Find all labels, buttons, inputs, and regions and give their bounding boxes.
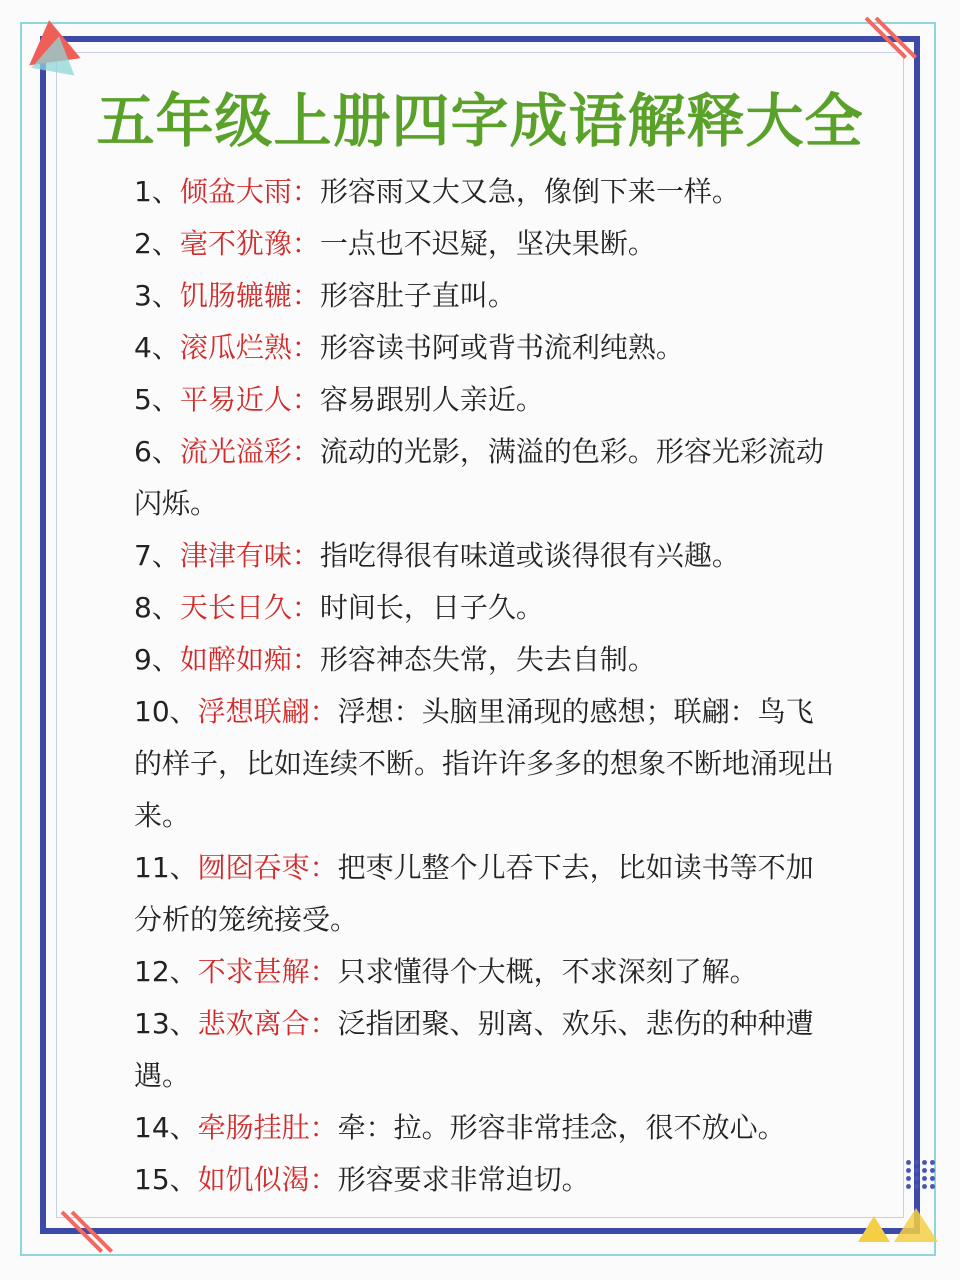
list-item <box>134 998 834 1102</box>
idiom-term: 如饥似渴 <box>197 1163 310 1196</box>
term-colon: ： <box>291 331 320 364</box>
item-number: 6、 <box>134 435 180 468</box>
item-number: 11、 <box>134 851 198 884</box>
idiom-term: 滚瓜烂熟 <box>179 331 292 364</box>
idiom-definition: 一点也不迟疑，坚决果断。 <box>319 227 656 260</box>
yellow-triangle-icon <box>858 1216 890 1242</box>
stripes-icon-top-right <box>862 14 910 62</box>
idiom-term: 浮想联翩 <box>197 695 310 728</box>
item-number: 7、 <box>134 539 180 572</box>
idiom-term: 流光溢彩 <box>179 435 292 468</box>
idiom-definition: 形容要求非常迫切。 <box>337 1163 590 1196</box>
idiom-term: 悲欢离合 <box>197 1007 310 1040</box>
item-number: 8、 <box>134 591 180 624</box>
term-colon: ： <box>291 591 320 624</box>
term-colon: ： <box>309 695 338 728</box>
item-number: 3、 <box>134 279 180 312</box>
stripes-icon-bottom-left <box>60 1208 108 1256</box>
term-colon: ： <box>291 175 320 208</box>
term-colon: ： <box>309 1007 338 1040</box>
item-number: 4、 <box>134 331 180 364</box>
yellow-triangle-icon-large <box>894 1208 938 1242</box>
item-number: 10、 <box>134 695 198 728</box>
list-item <box>134 1102 834 1154</box>
list-item <box>134 270 834 322</box>
list-item <box>134 842 834 946</box>
term-colon: ： <box>291 435 320 468</box>
dots-pattern-icon <box>906 1160 930 1192</box>
idiom-term: 倾盆大雨 <box>179 175 292 208</box>
item-number: 13、 <box>134 1007 198 1040</box>
idiom-term: 平易近人 <box>179 383 292 416</box>
item-number: 12、 <box>134 955 198 988</box>
item-number: 15、 <box>134 1163 198 1196</box>
list-item <box>134 634 834 686</box>
idiom-term: 饥肠辘辘 <box>179 279 292 312</box>
item-number: 1、 <box>134 175 180 208</box>
idiom-term: 毫不犹豫 <box>179 227 292 260</box>
idiom-definition: 只求懂得个大概，不求深刻了解。 <box>337 955 758 988</box>
idiom-term: 天长日久 <box>179 591 292 624</box>
item-number: 14、 <box>134 1111 198 1144</box>
term-colon: ： <box>291 383 320 416</box>
term-colon: ： <box>291 227 320 260</box>
list-item <box>134 582 834 634</box>
list-item <box>134 1154 834 1206</box>
list-item <box>134 426 834 530</box>
idiom-definition: 形容读书阿或背书流利纯熟。 <box>319 331 684 364</box>
term-colon: ： <box>309 955 338 988</box>
idiom-definition: 时间长，日子久。 <box>319 591 544 624</box>
list-item <box>134 218 834 270</box>
idiom-definition: 形容肚子直叫。 <box>319 279 516 312</box>
item-number: 2、 <box>134 227 180 260</box>
idiom-list <box>134 166 834 1206</box>
cyan-triangle-icon <box>31 32 81 75</box>
term-colon: ： <box>291 643 320 676</box>
page-title: 五年级上册四字成语解释大全 <box>96 87 864 155</box>
term-colon: ： <box>309 1111 338 1144</box>
term-colon: ： <box>291 539 320 572</box>
item-number: 5、 <box>134 383 180 416</box>
idiom-term: 津津有味 <box>179 539 292 572</box>
idiom-definition: 指吃得很有味道或谈得很有兴趣。 <box>319 539 740 572</box>
idiom-term: 牵肠挂肚 <box>197 1111 310 1144</box>
idiom-definition: 容易跟别人亲近。 <box>319 383 544 416</box>
idiom-definition: 泛指团聚、别离、欢乐、悲伤的种种遭遇。 <box>134 1007 814 1092</box>
idiom-definition: 牵：拉。形容非常挂念，很不放心。 <box>337 1111 786 1144</box>
term-colon: ： <box>309 1163 338 1196</box>
list-item <box>134 374 834 426</box>
term-colon: ： <box>309 851 338 884</box>
list-item <box>134 946 834 998</box>
idiom-definition: 流动的光影，满溢的色彩。形容光彩流动闪烁。 <box>134 435 824 520</box>
list-item <box>134 686 834 842</box>
item-number: 9、 <box>134 643 180 676</box>
idiom-term: 如醉如痴 <box>179 643 292 676</box>
term-colon: ： <box>291 279 320 312</box>
idiom-term: 不求甚解 <box>197 955 310 988</box>
idiom-definition: 浮想：头脑里涌现的感想；联翩：鸟飞的样子，比如连续不断。指许许多多的想象不断地涌现出来。 <box>134 695 835 832</box>
idiom-definition: 把枣儿整个儿吞下去，比如读书等不加分析的笼统接受。 <box>134 851 814 936</box>
list-item <box>134 166 834 218</box>
idiom-definition: 形容神态失常，失去自制。 <box>319 643 656 676</box>
idiom-definition: 形容雨又大又急，像倒下来一样。 <box>319 175 740 208</box>
list-item <box>134 530 834 582</box>
idiom-term: 囫囵吞枣 <box>197 851 310 884</box>
list-item <box>134 322 834 374</box>
